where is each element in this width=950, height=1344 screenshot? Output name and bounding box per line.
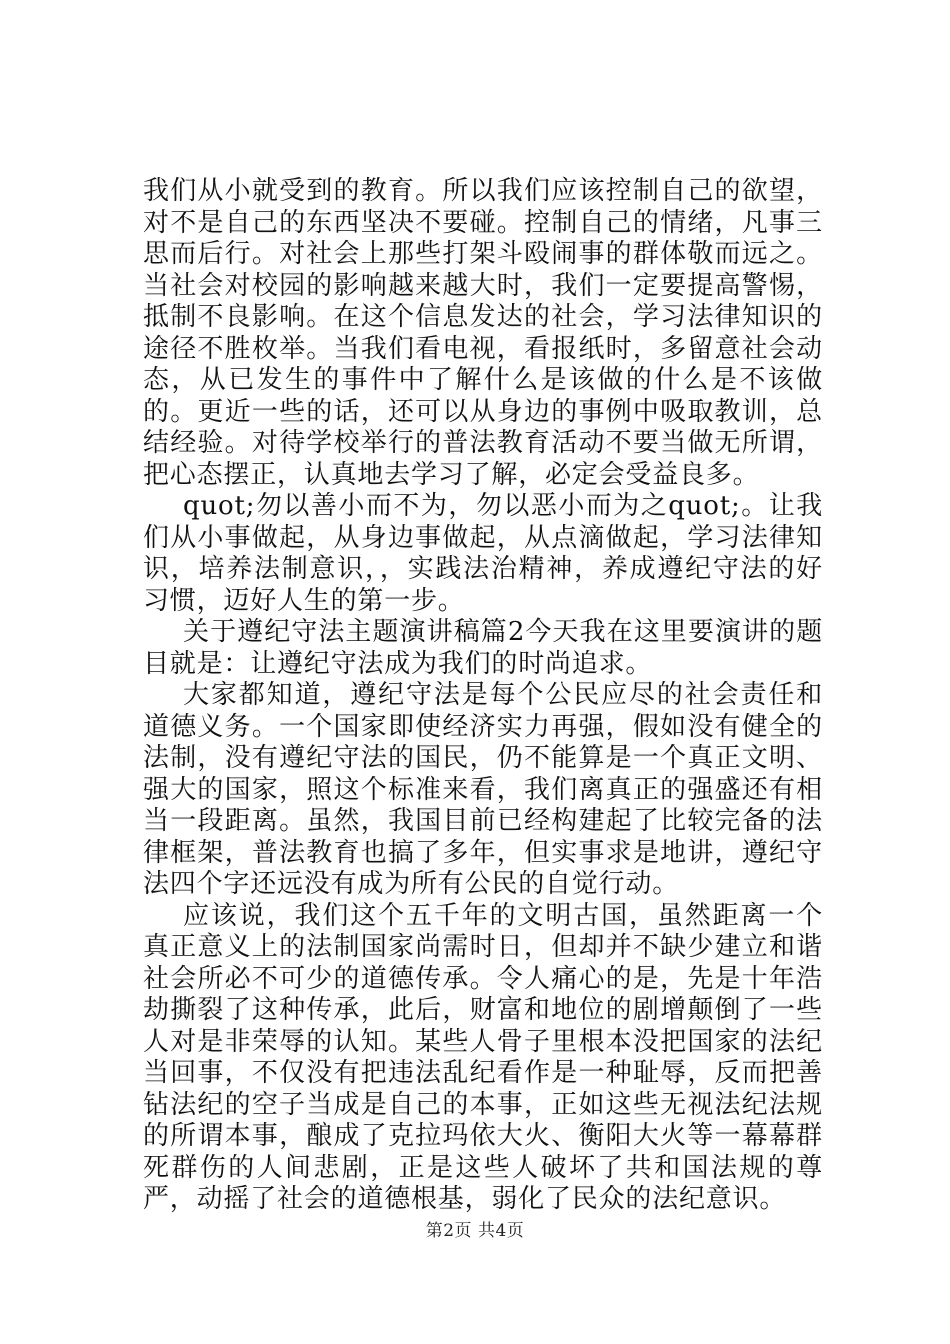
paragraph-1: 我们从小就受到的教育。所以我们应该控制自己的欲望，对不是自己的东西坚决不要碰。控制自己的情绪，凡事三思而后行。对社会上那些打架斗殴闹事的群体敬而远之。当社会对校园的影响越来越大时，我们一定要提高警惕，抵制不良影响。在这个信息发达的社会，学习法律知识的途径不胜枚举。当我们看电视，看报纸时，多留意社会动态，从已发生的事件中了解什么是该做的什么是不该做的。更近一些的话，还可以从身边的事例中吸取教训，总结经验。对待学校举行的普法教育活动不要当做无所谓，把心态摆正，认真地去学习了解，必定会受益良多。 bbox=[143, 176, 823, 490]
document-body bbox=[143, 176, 823, 1216]
paragraph-3: 关于遵纪守法主题演讲稿篇2今天我在这里要演讲的题目就是：让遵纪守法成为我们的时尚追求。 bbox=[143, 617, 823, 679]
paragraph-5: 应该说，我们这个五千年的文明古国，虽然距离一个真正意义上的法制国家尚需时日，但却并不缺少建立和谐社会所必不可少的道德传承。令人痛心的是，先是十年浩劫撕裂了这种传承，此后，财富和地位的剧增颠倒了一些人对是非荣辱的认知。某些人骨子里根本没把国家的法纪当回事，不仅没有把违法乱纪看作是一种耻辱，反而把善钻法纪的空子当成是自己的本事，正如这些无视法纪法规的所谓本事，酿成了克拉玛依大火、衡阳大火等一幕幕群死群伤的人间悲剧，正是这些人破坏了共和国法规的尊严，动摇了社会的道德根基，弱化了民众的法纪意识。 bbox=[143, 900, 823, 1214]
paragraph-2: quot;勿以善小而不为，勿以恶小而为之quot;。让我们从小事做起，从身边事做起，从点滴做起，学习法律知识，培养法制意识，，实践法治精神，养成遵纪守法的好习惯，迈好人生的第一步。 bbox=[143, 491, 823, 616]
paragraph-4: 大家都知道，遵纪守法是每个公民应尽的社会责任和道德义务。一个国家即使经济实力再强，假如没有健全的法制，没有遵纪守法的国民，仍不能算是一个真正文明、强大的国家，照这个标准来看，我们离真正的强盛还有相当一段距离。虽然，我国目前已经构建起了比较完备的法律框架，普法教育也搞了多年，但实事求是地讲，遵纪守法四个字还远没有成为所有公民的自觉行动。 bbox=[143, 680, 823, 899]
page-number-footer: 第2页 共4页 bbox=[425, 1221, 525, 1241]
